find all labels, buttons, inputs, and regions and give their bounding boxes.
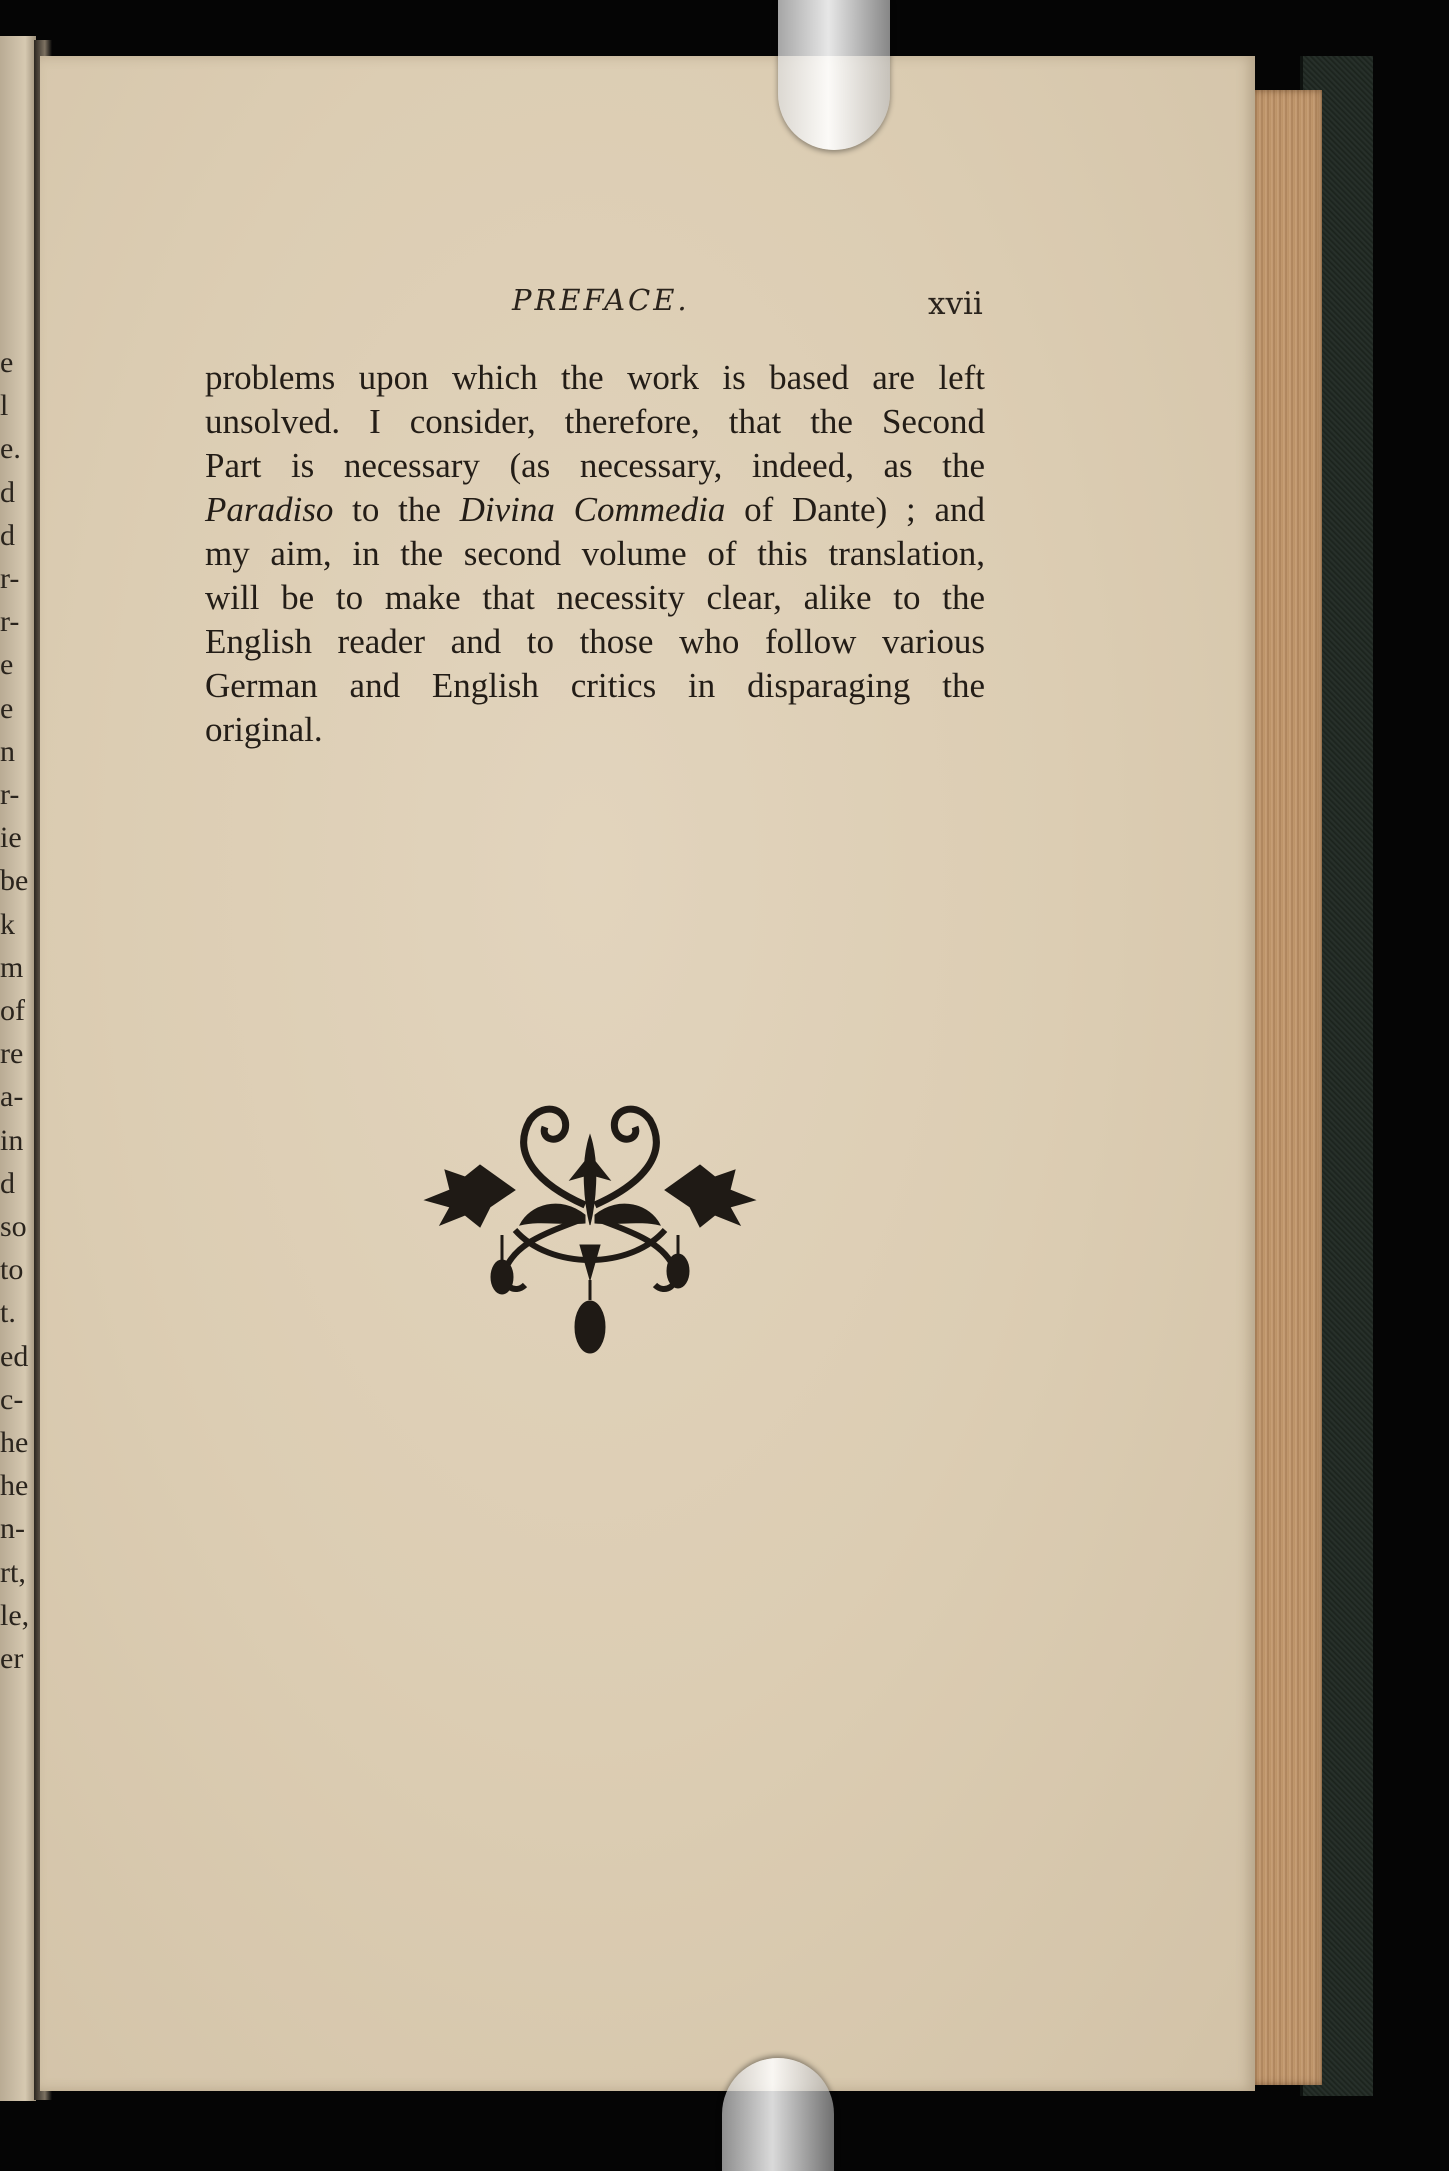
text-run: will be to make that necessity clear, alike to the (205, 578, 985, 617)
left-page-fragment: be (0, 864, 29, 898)
text-line (205, 664, 985, 708)
left-page-fragment: ed (0, 1339, 29, 1373)
text-line (205, 400, 985, 444)
text-run: original. (205, 710, 323, 749)
text-run: English reader and to those who follow various (205, 622, 985, 661)
left-page-fragment: to (0, 1253, 24, 1287)
left-page-fragment: e. (0, 432, 21, 466)
left-page-fragment: of (0, 994, 25, 1027)
left-page-fragment: a- (0, 1080, 24, 1114)
left-page-fragment: c- (0, 1382, 24, 1416)
left-page-fragment: n- (0, 1512, 25, 1546)
left-page-fragment: e (0, 346, 14, 379)
running-title: PREFACE. (512, 283, 690, 317)
left-page-fragment: d (0, 1166, 15, 1200)
text-line (205, 532, 985, 576)
page-edges (1252, 90, 1322, 2085)
left-page-fragment: rt, (0, 1555, 26, 1589)
body-paragraph (205, 356, 985, 752)
left-page-fragment: ie (0, 821, 22, 855)
text-line (205, 444, 985, 488)
left-page-fragment: n (0, 734, 15, 768)
text-line (205, 620, 985, 664)
left-page-fragment: er (0, 1642, 24, 1675)
page-clip-bottom (722, 2058, 834, 2171)
text-run: German and English critics in disparaging the (205, 666, 985, 705)
left-page-fragment: r- (0, 605, 20, 639)
left-page-edge (0, 36, 36, 2101)
italic-title: Paradiso (205, 490, 334, 529)
left-page-fragment: r- (0, 562, 20, 595)
left-page-fragment: he (0, 1426, 29, 1459)
italic-title: Divina Commedia (459, 490, 726, 529)
page-number: xvii (928, 286, 983, 322)
text-run: my aim, in the second volume of this translation, (205, 534, 985, 573)
left-page-fragment: t. (0, 1296, 16, 1330)
text-run: Part is necessary (as necessary, indeed, as the (205, 446, 985, 485)
text-run: of Dante) ; and (725, 490, 986, 529)
left-page-fragment: e (0, 648, 14, 682)
left-page-fragment: in (0, 1123, 24, 1157)
text-line (205, 576, 985, 620)
left-page-fragment: le, (0, 1598, 30, 1632)
left-page-fragment: l (0, 389, 9, 423)
floral-tailpiece-ornament (420, 1095, 760, 1360)
text-run: unsolved. I consider, therefore, that the Second (205, 402, 985, 441)
left-page-fragment: he (0, 1469, 29, 1503)
left-page-fragment: d (0, 518, 15, 552)
text-line (205, 488, 985, 532)
left-page-fragment: re (0, 1037, 24, 1071)
left-page-fragment: k (0, 907, 15, 941)
left-page-fragment: e (0, 691, 14, 725)
text-run: to the (333, 490, 460, 529)
left-page-fragment: d (0, 475, 15, 509)
left-page-fragment: r- (0, 778, 20, 811)
text-line (205, 708, 985, 752)
text-line (205, 356, 985, 400)
page-clip-top (778, 0, 890, 150)
left-page-fragment: m (0, 950, 24, 984)
left-page-fragment: so (0, 1210, 27, 1243)
text-run: problems upon which the work is based are left (205, 358, 985, 397)
